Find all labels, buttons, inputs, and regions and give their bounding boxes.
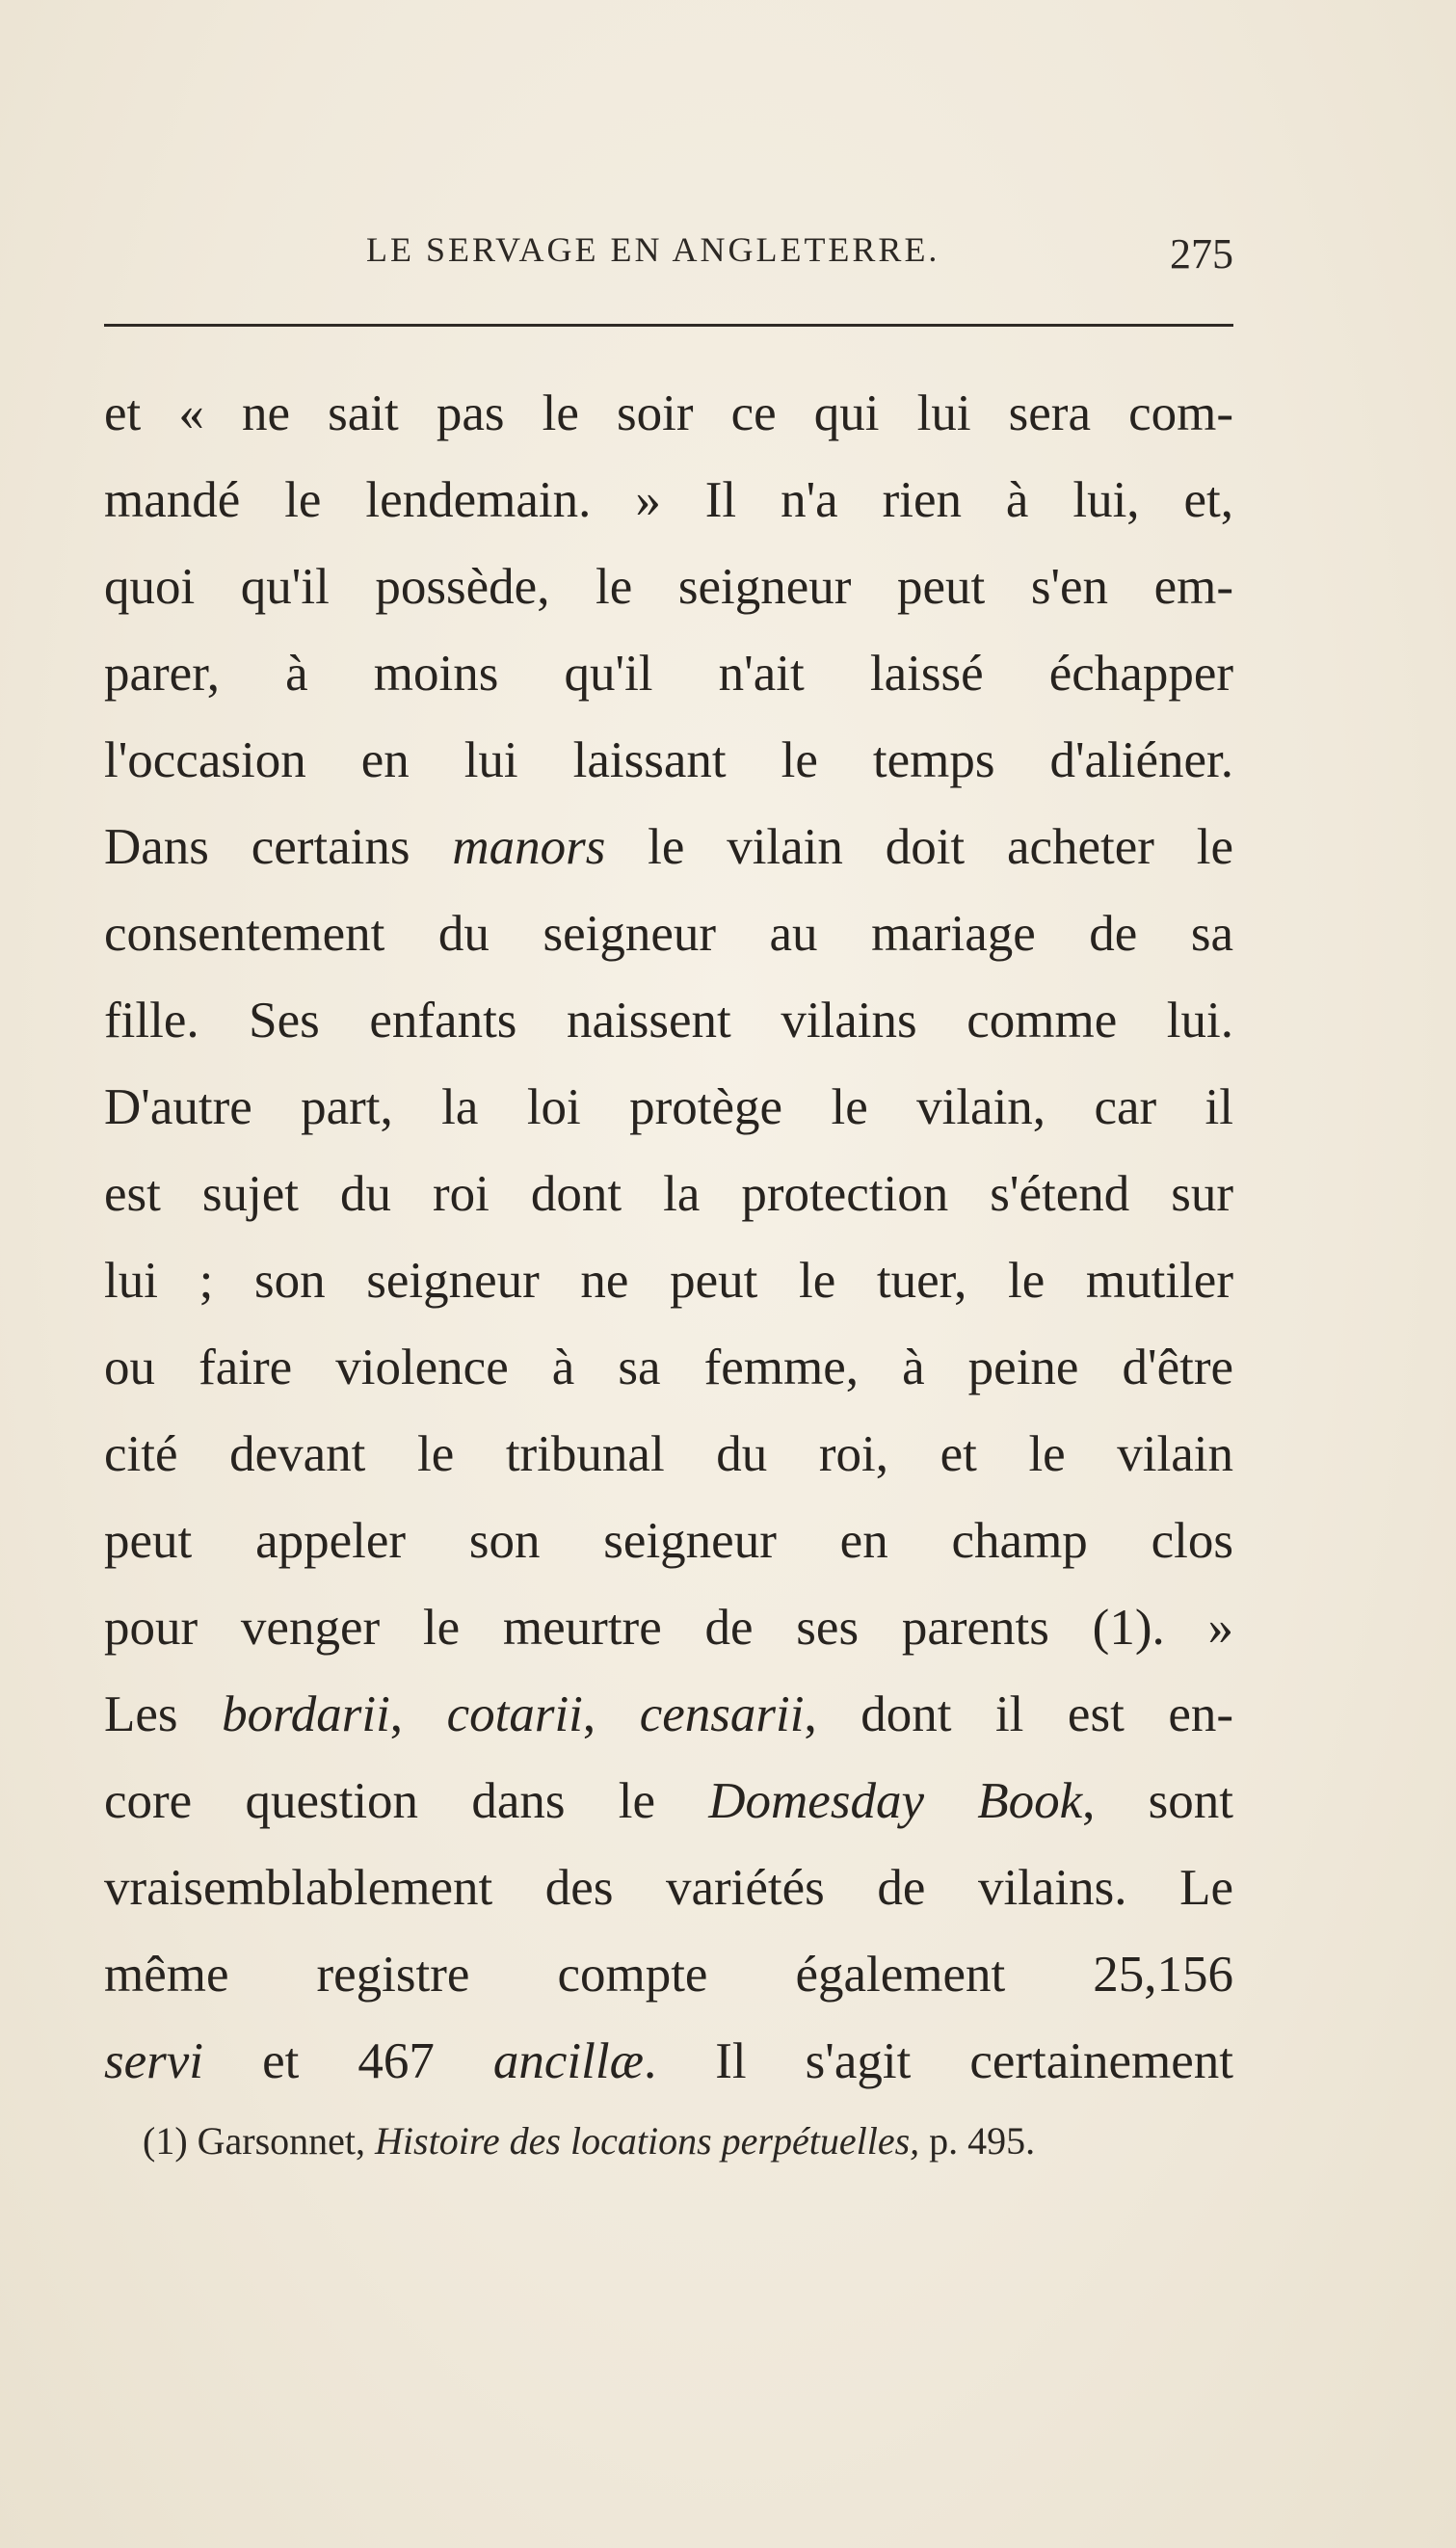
text-line xyxy=(104,1064,1233,1151)
italic-term: manors xyxy=(452,819,606,875)
text-line xyxy=(104,1498,1233,1584)
text-segment: ou faire violence à sa femme, à peine d'être xyxy=(104,1340,1233,1395)
footnote-title: Histoire des locations perpétuelles, xyxy=(375,2119,920,2163)
text-segment: D'autre part, la loi protège le vilain, car il xyxy=(104,1079,1233,1135)
text-line xyxy=(104,1671,1233,1758)
text-segment: lui ; son seigneur ne peut le tuer, le mutiler xyxy=(104,1253,1233,1309)
text-segment: core question dans le xyxy=(104,1773,709,1829)
text-segment: et 467 xyxy=(203,2033,493,2089)
footnote-marker: (1) xyxy=(143,2119,188,2163)
text-segment: , xyxy=(582,1686,640,1742)
text-segment: est sujet du roi dont la protection s'étend sur xyxy=(104,1166,1233,1222)
text-segment: peut appeler son seigneur en champ clos xyxy=(104,1513,1233,1569)
text-segment: parer, à moins qu'il n'ait laissé échapper xyxy=(104,646,1233,702)
text-segment: , sont xyxy=(1082,1773,1234,1829)
running-head xyxy=(104,229,1233,287)
text-segment: mandé le lendemain. » Il n'a rien à lui, et, xyxy=(104,472,1233,528)
text-line xyxy=(104,457,1233,544)
text-line xyxy=(104,2018,1233,2105)
italic-term: cotarii xyxy=(446,1686,583,1742)
italic-term: servi xyxy=(104,2033,204,2089)
text-segment: consentement du seigneur au mariage de sa xyxy=(104,906,1233,962)
body-text xyxy=(104,370,1233,2105)
text-line xyxy=(104,1411,1233,1498)
text-line xyxy=(104,804,1233,890)
text-line xyxy=(104,717,1233,804)
italic-term: censarii xyxy=(639,1686,805,1742)
text-line xyxy=(104,544,1233,630)
text-segment: quoi qu'il possède, le seigneur peut s'en em- xyxy=(104,559,1233,615)
text-segment: et « ne sait pas le soir ce qui lui sera com- xyxy=(104,385,1233,441)
text-segment: , dont il est en- xyxy=(804,1686,1234,1742)
italic-term: Domesday Book xyxy=(708,1773,1083,1829)
page-number: 275 xyxy=(1170,230,1233,278)
text-segment: pour venger le meurtre de ses parents (1). » xyxy=(104,1600,1233,1656)
text-line xyxy=(104,630,1233,717)
footnote-page-ref: p. 495. xyxy=(929,2119,1036,2163)
text-line xyxy=(104,1758,1233,1845)
text-segment: cité devant le tribunal du roi, et le vilain xyxy=(104,1426,1233,1482)
header-rule xyxy=(104,324,1233,327)
text-line xyxy=(104,1324,1233,1411)
text-segment: , xyxy=(389,1686,447,1742)
text-line xyxy=(104,1931,1233,2018)
text-line xyxy=(104,890,1233,977)
text-segment: Les xyxy=(104,1686,223,1742)
text-line xyxy=(104,1845,1233,1931)
text-line xyxy=(104,977,1233,1064)
text-segment: même registre compte également 25,156 xyxy=(104,1947,1233,2003)
text-segment: . Il s'agit certainement xyxy=(643,2033,1233,2089)
text-line xyxy=(104,370,1233,457)
italic-term: ancillæ xyxy=(492,2033,644,2089)
footnote xyxy=(143,2114,1233,2168)
text-segment: vraisemblablement des variétés de vilains. Le xyxy=(104,1860,1233,1916)
italic-term: bordarii xyxy=(222,1686,390,1742)
text-line xyxy=(104,1237,1233,1324)
text-line xyxy=(104,1584,1233,1671)
running-title: LE SERVAGE EN ANGLETERRE. xyxy=(366,230,940,269)
text-segment: fille. Ses enfants naissent vilains comme lui. xyxy=(104,993,1233,1048)
text-line xyxy=(104,1151,1233,1237)
text-segment: l'occasion en lui laissant le temps d'aliéner. xyxy=(104,732,1233,788)
text-segment: le vilain doit acheter le xyxy=(605,819,1233,875)
footnote-author: Garsonnet, xyxy=(197,2119,366,2163)
text-segment: Dans certains xyxy=(104,819,453,875)
